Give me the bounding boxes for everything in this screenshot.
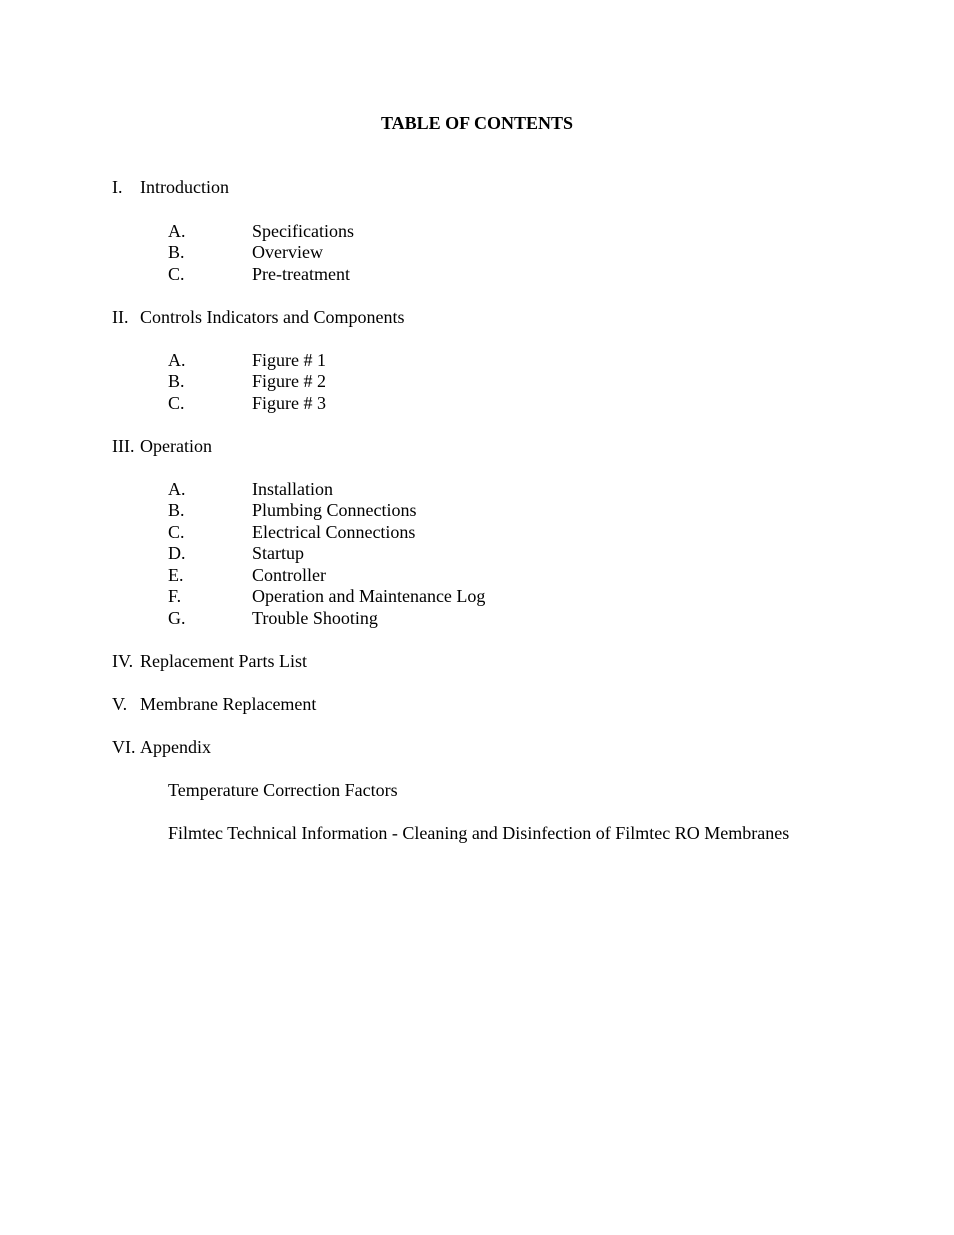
item-title: Overview xyxy=(252,242,323,262)
section-numeral: IV. xyxy=(112,651,134,671)
section-title: Operation xyxy=(140,436,212,456)
section-numeral: V. xyxy=(112,694,128,714)
item-title: Electrical Connections xyxy=(252,522,416,542)
section-title: Controls Indicators and Components xyxy=(140,307,405,327)
item-letter: C. xyxy=(168,522,185,542)
item-letter: G. xyxy=(168,608,186,628)
section-numeral: I. xyxy=(112,177,123,197)
section-title: Introduction xyxy=(140,177,229,197)
item-title: Pre-treatment xyxy=(252,264,350,284)
item-letter: B. xyxy=(168,242,185,262)
appendix-item-title: Temperature Correction Factors xyxy=(168,780,398,800)
section-numeral: II. xyxy=(112,307,129,327)
item-letter: C. xyxy=(168,264,185,284)
appendix-item-title: Filmtec Technical Information - Cleaning and Disinfection of Filmtec RO Membranes xyxy=(168,823,790,843)
item-letter: A. xyxy=(168,221,186,241)
item-letter: A. xyxy=(168,350,186,370)
item-title: Operation and Maintenance Log xyxy=(252,586,486,606)
item-title: Figure # 1 xyxy=(252,350,326,370)
item-title: Figure # 3 xyxy=(252,393,326,413)
page-title: TABLE OF CONTENTS xyxy=(380,113,574,133)
item-title: Trouble Shooting xyxy=(252,608,378,628)
item-letter: D. xyxy=(168,543,186,563)
item-letter: C. xyxy=(168,393,185,413)
item-title: Plumbing Connections xyxy=(252,500,417,520)
section-title: Replacement Parts List xyxy=(140,651,307,671)
item-letter: F. xyxy=(168,586,182,606)
item-letter: B. xyxy=(168,500,185,520)
item-title: Startup xyxy=(252,543,304,563)
section-numeral: III. xyxy=(112,436,135,456)
item-letter: A. xyxy=(168,479,186,499)
item-title: Installation xyxy=(252,479,333,499)
section-title: Appendix xyxy=(140,737,211,757)
item-letter: B. xyxy=(168,371,185,391)
item-letter: E. xyxy=(168,565,184,585)
item-title: Controller xyxy=(252,565,326,585)
section-numeral: VI. xyxy=(112,737,136,757)
item-title: Figure # 2 xyxy=(252,371,326,391)
item-title: Specifications xyxy=(252,221,354,241)
section-title: Membrane Replacement xyxy=(140,694,317,714)
